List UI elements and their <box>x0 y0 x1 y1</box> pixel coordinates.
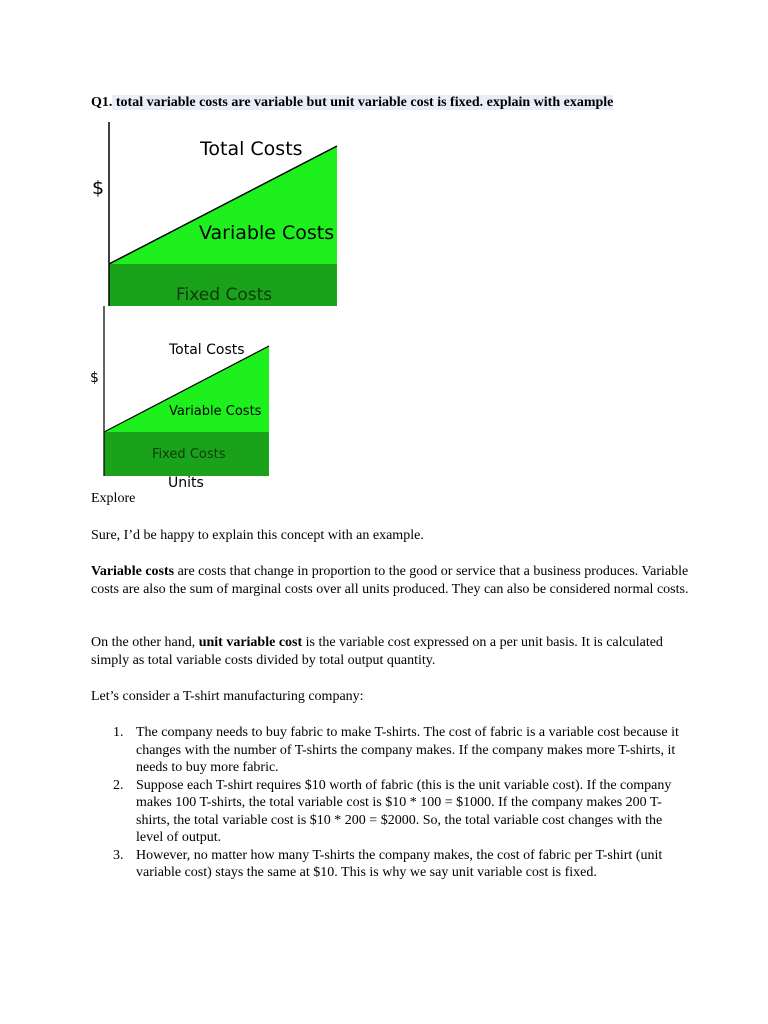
list-item <box>91 777 681 847</box>
variable-costs-term: Variable costs <box>91 564 175 579</box>
variable-costs-label: Variable Costs <box>199 222 335 244</box>
example-steps-list <box>91 724 681 882</box>
total-costs-label: Total Costs <box>200 138 303 160</box>
explore-label: Explore <box>91 491 136 506</box>
cost-diagram-2 <box>86 306 310 492</box>
question-number: Q1. <box>91 95 113 110</box>
total-costs-label: Total Costs <box>169 342 245 358</box>
cost-diagram-1 <box>88 120 388 306</box>
cost-diagram-1-svg <box>88 120 388 306</box>
variable-costs-paragraph <box>91 563 691 598</box>
question-text: total variable costs are variable but unit variable cost is fixed. explain with example <box>112 95 614 110</box>
y-axis-label: $ <box>92 177 105 199</box>
cost-diagram-2-svg <box>86 306 310 492</box>
list-item-number: 1. <box>113 725 124 740</box>
para2-lead: On the other hand, <box>91 635 199 650</box>
list-item-text: Suppose each T-shirt requires $10 worth of fabric (this is the unit variable cost). If the company makes 100 T-shirts, the total variable cost is $10 * 100 = $1000. If the company makes 200 T-shirts, the total variable cost is $10 * 200 = $2000. So, the total variable cost changes with the level of output. <box>136 777 672 845</box>
variable-costs-definition: are costs that change in proportion to the good or service that a business produces. Variable costs are also the sum of marginal costs over all units produced. They can also be considered normal costs. <box>91 564 689 597</box>
unit-variable-cost-definition: is the variable cost expressed on a per unit basis. It is calculated simply as total variable costs divided by total output quantity. <box>91 635 663 668</box>
fixed-costs-label: Fixed Costs <box>176 285 273 305</box>
fixed-costs-label: Fixed Costs <box>152 447 226 462</box>
x-axis-label: Units <box>168 475 204 491</box>
intro-paragraph: Sure, I’d be happy to explain this concept with an example. <box>91 528 424 543</box>
unit-variable-cost-paragraph <box>91 634 691 669</box>
list-item-number: 2. <box>113 777 124 793</box>
unit-variable-cost-term: unit variable cost <box>198 635 303 650</box>
list-item-text: However, no matter how many T-shirts the company makes, the cost of fabric per T-shirt (unit variable cost) stays the same at $10. This is why we say unit variable cost is fixed. <box>136 847 663 880</box>
question-heading <box>91 94 613 112</box>
variable-costs-label: Variable Costs <box>169 404 262 419</box>
example-intro-paragraph: Let’s consider a T-shirt manufacturing company: <box>91 689 364 704</box>
list-item-number: 3. <box>113 847 124 863</box>
list-item <box>91 724 681 777</box>
y-axis-label: $ <box>90 370 99 386</box>
list-item <box>91 847 681 882</box>
list-item-text: The company needs to buy fabric to make T-shirts. The cost of fabric is a variable cost because it changes with the number of T-shirts the company makes. If the company makes more T-shirts, it needs to buy more fabric. <box>136 725 679 775</box>
